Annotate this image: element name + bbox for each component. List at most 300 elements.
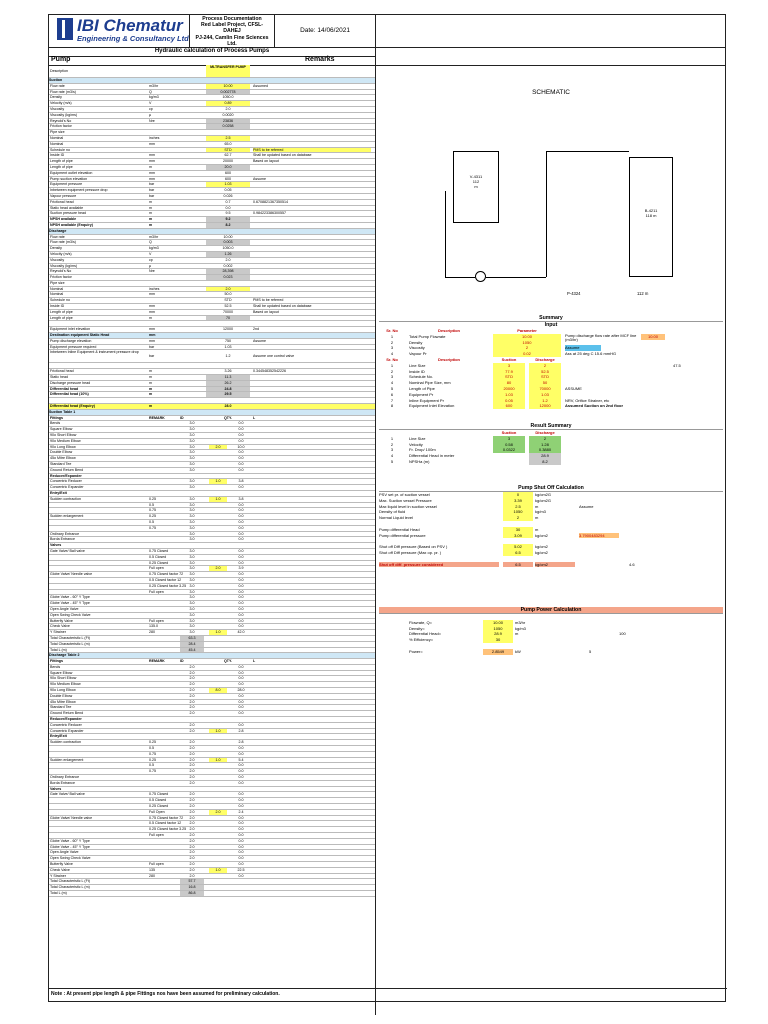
result-summary-panel: [379, 423, 723, 465]
remark-cell: [253, 281, 371, 286]
sr-cell: 4: [390, 351, 394, 357]
remark-cell: 0.344548352542226: [253, 369, 286, 374]
fitting-qty: [209, 450, 227, 455]
parameter-label: Length of pipe: [50, 315, 73, 320]
fitting-remark: [149, 734, 179, 739]
fitting-name: Ground Return Bend: [50, 467, 84, 472]
fitting-remark: [149, 601, 179, 606]
fitting-id: 2.0: [189, 821, 195, 826]
fitting-qty: [209, 862, 227, 867]
fitting-remark: [149, 723, 179, 728]
fitting-name: Globe Valve - 45° Y Type: [50, 844, 90, 849]
fitting-id: 3.0: [189, 456, 195, 461]
value-cell: 9.5: [225, 211, 231, 216]
shutoff-label: Max liquid level in suction vessel: [379, 503, 437, 509]
desc-cell: Inside ID: [409, 368, 425, 374]
fitting-qty: 1.0: [209, 497, 227, 502]
shutoff-value: 1050: [503, 509, 533, 515]
fitting-qty: [209, 503, 227, 508]
remark-cell: Based on layout: [253, 159, 279, 164]
parameter-label: Nominal: [50, 141, 64, 146]
parameter-label: Pipe size: [50, 280, 65, 285]
unit-label: kg/m3: [149, 246, 159, 251]
fitting-id: 3.0: [189, 601, 195, 606]
unit-label: mm: [149, 159, 155, 164]
fitting-length: 0.0: [238, 514, 244, 519]
unit-label: bar: [149, 354, 155, 359]
fitting-length: 0.0: [238, 670, 244, 675]
fitting-qty: [209, 532, 227, 537]
fitting-id: 2.0: [189, 705, 195, 710]
value-cell: 50.0: [224, 292, 232, 297]
unit-label: mm: [149, 309, 155, 314]
fitting-remark: [149, 532, 179, 537]
fitting-length: 0.0: [238, 601, 244, 606]
value-cell: 11.3: [206, 375, 250, 380]
value-cell: 29.5: [206, 392, 250, 397]
panel-row: [379, 459, 723, 465]
fitting-id: 3.0: [189, 560, 195, 565]
discharge-cell: 2: [529, 436, 561, 442]
fitting-id: 2.0: [189, 850, 195, 855]
value-cell: 9.2: [206, 217, 250, 222]
fitting-length: [231, 717, 251, 722]
shutoff-unit: kg/cm2: [535, 544, 548, 550]
remark-cell: [253, 240, 371, 245]
value-cell: 2.5: [206, 136, 250, 141]
fitting-id: 3.0: [189, 566, 195, 571]
shutoff-label: Max. Suction vessel Pressure: [379, 497, 432, 503]
fitting-length: [231, 491, 251, 496]
hydraulic-table: [49, 65, 375, 897]
remark-cell: [253, 375, 371, 380]
fitting-qty: [209, 572, 227, 577]
fitting-length: 0.0: [238, 699, 244, 704]
fitting-remark: [149, 845, 179, 850]
fitting-qty: [209, 752, 227, 757]
fitting-length: 0.0: [238, 815, 244, 820]
fittings-header-cell: Fittings: [50, 415, 63, 420]
desc-header: Description: [437, 356, 460, 362]
value-cell: 28,398: [206, 269, 250, 274]
fitting-length: 0.0: [238, 751, 244, 756]
parameter-label: Flow rate (m3/s): [50, 240, 76, 245]
fitting-remark: 0.5: [149, 519, 154, 524]
vessel-unit: m: [474, 184, 478, 189]
fitting-id: 3.0: [189, 438, 195, 443]
unit-label: bar: [149, 188, 155, 193]
shutoff-value: 6.5: [503, 550, 533, 556]
fitting-qty: [209, 619, 227, 624]
fitting-id: 3.0: [189, 595, 195, 600]
viscosity-note: Assume: [565, 345, 601, 351]
fitting-id: 3.0: [189, 433, 195, 438]
value-cell: 0.023: [206, 275, 250, 280]
fitting-length: 0.0: [238, 531, 244, 536]
remark-cell: [253, 107, 371, 112]
fitting-name: Total Characteristic L (m): [50, 885, 90, 890]
power-value: 28.9: [483, 631, 513, 637]
unit-label: m: [149, 199, 152, 204]
vessel-tag: V-4311: [469, 174, 483, 179]
parameter-label: Nominal: [50, 286, 64, 291]
fitting-remark: [149, 607, 179, 612]
fitting-length: 0.0: [238, 595, 244, 600]
fitting-id: 2.0: [189, 728, 195, 733]
fitting-name: [50, 821, 148, 826]
fitting-length: 0.0: [238, 589, 244, 594]
shutoff-label: Shut off diff. pressure considered: [379, 562, 499, 568]
fitting-length: 0.0: [238, 769, 244, 774]
parameter-label: Schedule no: [50, 147, 70, 152]
fitting-name: 90o Medium Elbow: [50, 438, 81, 443]
fitting-name: Y Strainer: [50, 630, 66, 635]
flow-note: Pump discharge flow rate after MCF line (m3/hr): [565, 332, 637, 342]
fitting-remark: [149, 450, 179, 455]
fitting-id: 2.0: [189, 792, 195, 797]
fitting-qty: [209, 885, 227, 890]
parameter-label: Differential head (10%): [50, 392, 89, 397]
fitting-length: 0.0: [238, 827, 244, 832]
doc-line: Ltd.: [227, 40, 237, 47]
fitting-name: Open Swing Check Valve: [50, 612, 91, 617]
fitting-remark: [149, 665, 179, 670]
fitting-remark: [149, 445, 179, 450]
desc-cell: Density: [409, 339, 423, 345]
fitting-length: 0.0: [238, 438, 244, 443]
fitting-id: 3.0: [189, 630, 195, 635]
unit-label: Q: [149, 89, 152, 94]
fitting-id: 2.0: [189, 664, 195, 669]
unit-label: V: [149, 251, 152, 256]
remark-cell: PMS to be referred: [253, 148, 371, 153]
power-panel: [379, 607, 723, 655]
fitting-length: 0.0: [238, 861, 244, 866]
fitting-length: 0.0: [238, 833, 244, 837]
value-cell: 0.026: [223, 193, 233, 198]
fitting-id: 2.0: [189, 722, 195, 727]
fitting-qty: [209, 781, 227, 786]
remark-cell: [253, 95, 371, 100]
fitting-id: 3.0: [189, 548, 195, 553]
fitting-name: Globe Valve - 60° Y Type: [50, 838, 90, 843]
value-cell: 1.26: [206, 252, 250, 257]
unit-label: mm: [149, 327, 155, 332]
remark-cell: [253, 275, 371, 280]
remark-cell: [253, 387, 371, 392]
fitting-remark: 135.0: [149, 624, 158, 629]
remark-cell: [253, 90, 371, 95]
fitting-name: [50, 590, 148, 595]
fitting-id: 3.0: [189, 514, 195, 519]
unit-label: bar: [149, 182, 155, 187]
unit-label: m: [149, 222, 153, 227]
fitting-qty: [209, 850, 227, 855]
fitting-qty: [209, 590, 227, 595]
fitting-length: 0.0: [238, 433, 244, 438]
fitting-id: 2.0: [189, 693, 195, 698]
fitting-name: 45o Mitre Elbow: [50, 456, 76, 461]
unit-label: mm: [149, 170, 155, 175]
parameter-label: Equipment pressure required: [50, 344, 97, 349]
unit-label: inches: [149, 286, 160, 291]
sr-cell: 2: [390, 368, 394, 374]
fitting-id: [180, 734, 204, 739]
fitting-qty: [209, 508, 227, 513]
fitting-qty: [209, 555, 227, 560]
fittings-header-cell: REMARK: [149, 659, 165, 664]
fitting-id: 45.4: [180, 648, 204, 653]
fitting-qty: [209, 648, 227, 653]
unit-label: mm: [149, 338, 155, 343]
fitting-remark: 0.25 Closed factor 3.25: [149, 827, 187, 832]
fitting-name: Concentric Expander: [50, 485, 84, 490]
fitting-remark: 0.25: [149, 514, 156, 519]
remark-cell: Shall be updated based on database: [253, 153, 312, 158]
fitting-name: Check Valve: [50, 867, 70, 872]
value-cell: 65.0: [224, 141, 232, 146]
schematic-title: SCHEMATIC: [532, 89, 570, 96]
parameter-label: Pump discharge elevation: [50, 338, 92, 343]
fitting-qty: [209, 485, 227, 490]
fitting-qty: [209, 433, 227, 438]
sr-header: Sr. No: [386, 356, 398, 362]
fitting-name: [50, 763, 148, 768]
vessel-elev: 112: [472, 179, 480, 184]
fitting-qty: [209, 537, 227, 542]
unit-label: mm: [149, 141, 155, 146]
fitting-qty: [209, 526, 227, 531]
discharge-cell: 1.03: [529, 392, 561, 398]
summary-panel: [379, 315, 723, 409]
shutoff-panel: [379, 485, 723, 567]
fitting-length: 0.0: [238, 798, 244, 803]
doc-line: PJ-244, Camlin Fine Sciences: [195, 34, 269, 41]
unit-label: m: [149, 211, 152, 216]
remark-cell: [253, 404, 371, 409]
value-cell: 0.0258: [206, 124, 250, 129]
fitting-name: Total Characteristic L (m): [50, 641, 90, 646]
fittings-row: [49, 891, 375, 897]
fitting-qty: [209, 775, 227, 780]
unit-label: m: [149, 205, 152, 210]
fitting-id: 2.0: [189, 740, 195, 745]
parameter-label: Frictional head: [50, 199, 74, 204]
value-cell: 20.0: [206, 165, 250, 170]
fitting-remark: 0.25: [149, 740, 156, 745]
fitting-name: Sudden enlargement: [50, 757, 84, 762]
fitting-id: 3.0: [189, 485, 195, 490]
parameter-label: Flow rate: [50, 83, 65, 88]
fitting-id: 2.0: [189, 676, 195, 681]
desc-cell: Nominal Pipe Size, mm: [409, 380, 451, 386]
shutoff-value: 0: [503, 492, 533, 498]
fitting-id: 3.0: [189, 427, 195, 432]
fitting-qty: [209, 456, 227, 461]
fitting-name: Check Valve: [50, 624, 70, 629]
discharge-cell: STD: [529, 374, 561, 380]
remark-cell: [253, 101, 371, 106]
fitting-name: Entry/Exit: [50, 490, 67, 495]
fitting-id: 3.0: [189, 618, 195, 623]
fitting-name: [50, 508, 148, 513]
fitting-length: 0.0: [238, 427, 244, 432]
fitting-id: 3.0: [189, 496, 195, 501]
fitting-remark: 0.75 Closed factor 72: [149, 572, 184, 577]
remark-cell: Assumed: [253, 83, 268, 88]
fitting-id: 3.0: [189, 583, 195, 588]
parameter-label: Friction factor: [50, 124, 72, 129]
fittings-table-title: Discharge Table 2: [49, 653, 375, 659]
side-value: 3.7900483294: [579, 533, 619, 539]
parameter-label: Pump suction elevation: [50, 176, 88, 181]
parameter-label: Equipment inlet elevation: [50, 327, 91, 332]
fitting-length: 0.0: [238, 606, 244, 611]
value-cell: [206, 333, 250, 338]
fitting-qty: 2.0: [209, 445, 227, 450]
fitting-length: 0.0: [238, 705, 244, 710]
pump-name: MLTRANSFER PUMP: [206, 65, 250, 77]
remark-cell: [253, 206, 371, 211]
remark-cell: [253, 258, 371, 263]
discharge-cell: 70000: [529, 386, 561, 392]
suction-cell: 0.58: [493, 442, 525, 448]
fitting-length: 0.0: [238, 664, 244, 669]
fitting-name: Valves: [50, 543, 62, 548]
shutoff-label: PSV set pr. of suction vessel: [379, 492, 430, 497]
fitting-remark: [149, 479, 179, 484]
desc-cell: Differential Head in meter: [409, 453, 455, 459]
fitting-qty: [209, 427, 227, 432]
sr-cell: 3: [390, 374, 394, 380]
sr-header: Sr. No: [386, 328, 398, 333]
fitting-name: Borda Entrance: [50, 537, 75, 542]
value-cell: 20000: [223, 159, 233, 164]
fitting-remark: [149, 427, 179, 432]
fitting-id: [180, 474, 204, 479]
remark-cell: Assume: [253, 338, 266, 343]
power-title: Pump Power Calculation: [379, 607, 723, 614]
remark-cell: [253, 235, 371, 240]
fittings-header-cell: ID: [180, 659, 184, 664]
fitting-qty: [209, 891, 227, 896]
fitting-remark: [149, 642, 179, 647]
fitting-remark: [149, 595, 179, 600]
fitting-remark: 0.25: [149, 496, 156, 501]
fitting-name: 90o Short Elbow: [50, 676, 77, 681]
fitting-length: 0.0: [238, 873, 244, 878]
fitting-remark: 0.5: [149, 763, 154, 768]
fitting-name: [50, 555, 148, 560]
fitting-remark: 0.5: [149, 746, 154, 751]
fitting-id: 3.0: [189, 554, 195, 559]
fitting-remark: 280: [149, 873, 155, 878]
desc-cell: Schedule No.: [409, 374, 434, 380]
sr-cell: 3: [390, 345, 394, 351]
remark-cell: Assume: [253, 176, 266, 181]
fitting-id: [180, 787, 204, 792]
vessel-elev: 118 m: [645, 213, 657, 218]
unit-label: [149, 148, 179, 153]
suction-line: [445, 191, 446, 277]
parameter-label: Destination equipment Static Head: [50, 333, 110, 338]
fitting-qty: [209, 543, 227, 548]
unit-label: m3/hr: [149, 83, 159, 88]
fitting-id: 3.0: [189, 589, 195, 594]
fitting-remark: 135: [149, 867, 155, 872]
fitting-name: Gate Valve/ Ball valve: [50, 548, 85, 553]
shutoff-label: Pump differential Head: [379, 526, 420, 532]
fitting-id: 2.0: [189, 751, 195, 756]
pump-symbol-icon: [475, 271, 486, 282]
unit-label: [149, 130, 179, 135]
input-title: Input: [544, 322, 558, 328]
fitting-length: 0.0: [238, 508, 244, 513]
unit-label: [149, 275, 179, 280]
sr-cell: 7: [390, 397, 394, 403]
fitting-name: Bends: [50, 421, 61, 426]
fitting-qty: [209, 740, 227, 745]
fitting-remark: 0.25 Closed: [149, 804, 169, 809]
fitting-length: [231, 636, 251, 641]
fitting-remark: [149, 700, 179, 705]
remark-cell: [253, 136, 371, 141]
fitting-name: Borda Entrance: [50, 780, 75, 785]
desc-cell: NPSHa (m): [409, 458, 430, 464]
desc-header: Description: [437, 328, 460, 333]
fitting-id: 2.0: [189, 838, 195, 843]
fitting-remark: Full open: [149, 589, 164, 594]
sr-cell: 2: [390, 339, 394, 345]
unit-label: Q: [149, 240, 152, 245]
parameter-label: Differential head: [50, 386, 79, 391]
fitting-length: 0.0: [238, 682, 244, 687]
fitting-id: 3.0: [189, 479, 195, 484]
desc-cell: Fr. Drop/ 100m: [409, 447, 436, 453]
summary-title: Summary: [379, 315, 723, 322]
suction-cell: 0.0322: [493, 447, 525, 453]
fitting-remark: [149, 850, 179, 855]
parameter-label: Nominal: [50, 292, 64, 297]
shutoff-unit: kg/m3: [535, 509, 546, 515]
fitting-name: Sudden enlargement: [50, 514, 84, 519]
unit-label: cp: [149, 257, 153, 262]
fitting-length: 0.0: [238, 856, 244, 861]
fitting-length: 0.0: [238, 485, 244, 490]
fitting-qty: 1.0: [209, 729, 227, 734]
desc-cell: Inline Equipment Pr: [409, 397, 444, 403]
fitting-id: 2.0: [189, 682, 195, 687]
value-cell: 600: [225, 176, 231, 181]
unit-label: µ: [149, 112, 152, 117]
value-cell: 52.5: [224, 304, 232, 309]
fitting-length: [231, 642, 251, 647]
fitting-remark: 0.5: [149, 502, 154, 507]
fitting-name: Open Angle Valve: [50, 850, 79, 855]
remarks-label: Remarks: [305, 56, 335, 63]
fitting-qty: [209, 682, 227, 687]
fitting-length: 2.8: [238, 728, 244, 733]
doc-line: DAHEJ: [223, 28, 241, 35]
fitting-length: 3.8: [238, 479, 244, 484]
unit-label: Nre: [149, 269, 155, 274]
fitting-remark: [149, 613, 179, 618]
parameter-label: Inside ID: [50, 153, 65, 158]
fitting-qty: [209, 723, 227, 728]
fitting-id: 2.0: [189, 688, 195, 693]
parameter-label: Density: [50, 95, 62, 100]
unit-label: m: [149, 380, 152, 385]
